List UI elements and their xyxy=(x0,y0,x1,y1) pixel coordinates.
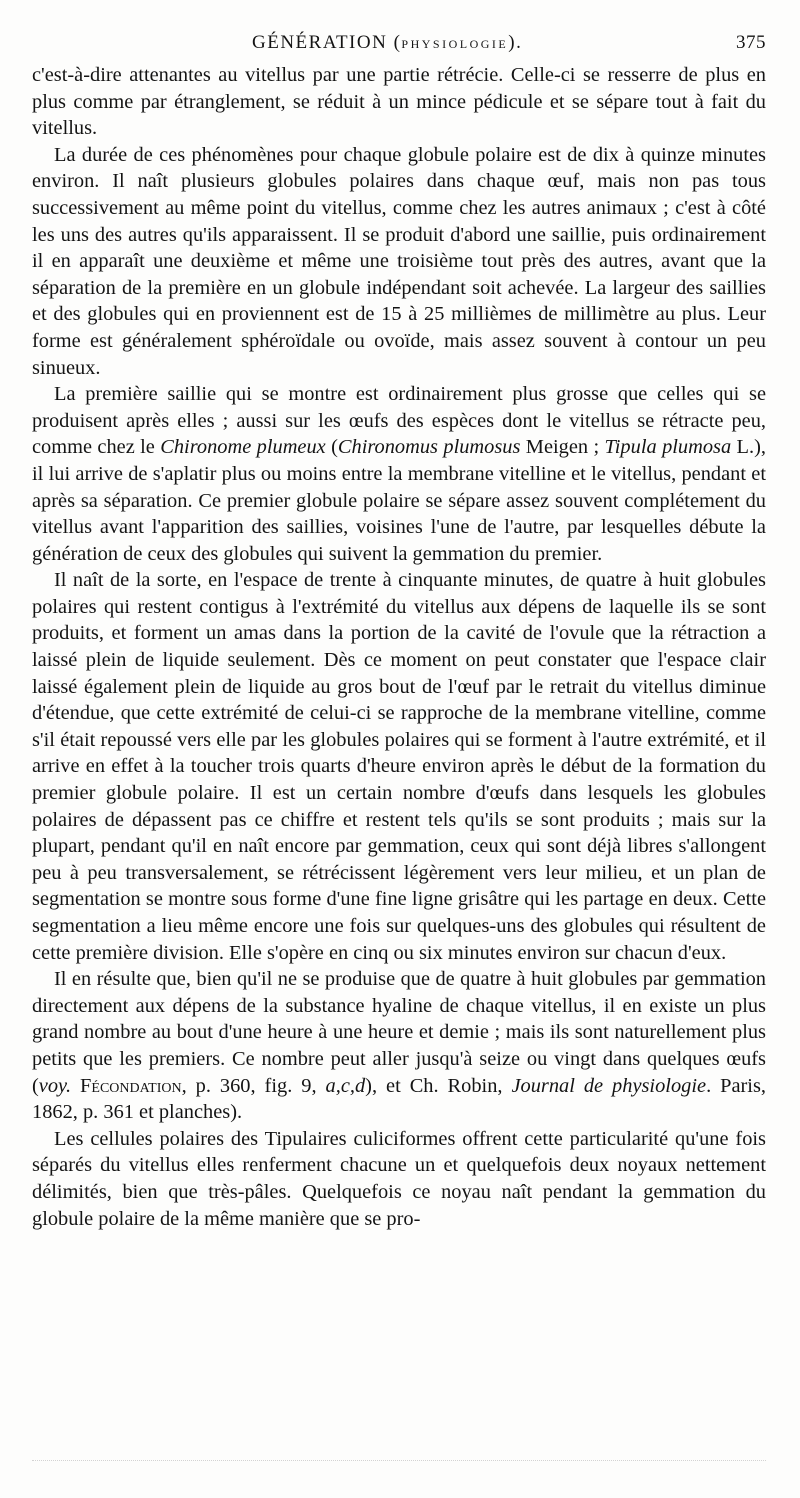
p3-italic-tipula: Tipula plumosa xyxy=(604,436,732,459)
p5-italic-figs: a,c,d xyxy=(325,1074,366,1097)
paragraph-1: c'est-à-dire attenantes au vitellus par une partie rétrécie. Celle-ci se resserre de plus en plus comme par étranglement, se réduit à un mince pédicule et se sépare tout à fait du vitellus. xyxy=(32,64,766,140)
paragraph-4: Il naît de la sorte, en l'espace de trente à cinquante minutes, de quatre à huit globules polaires qui restent contigus à l'extrémité du vitellus aux dépens de laquelle ils se sont produits, et forment un amas dans la portion de la cavité de l'ovule que la rétraction a laissé plein de liquide seulement. Dès ce moment on peut constater que l'espace clair laissé également plein de liquide au gros bout de l'œuf par le retrait du vitellus diminue d'étendue, que cette extrémité de celui-ci se rapproche de la membrane vitelline, comme s'il était repoussé vers elle par les globules polaires qui se forment à l'autre extrémité, et il arrive en effet à la toucher trois quarts d'heure environ après le début de la formation du premier globule polaire. Il est un certain nombre d'œufs dans lesquels les globules polaires de dépassent pas ce chiffre et restent tels qu'ils se sont produits ; mais sur la plupart, pendant qu'il en naît encore par gemmation, ceux qui sont déjà libres s'allongent peu à peu transversalement, se rétrécissent légèrement vers leur milieu, et un plan de segmentation se montre sous forme d'une fine ligne grisâtre qui les partage en deux. Cette segmentation a lieu même encore une fois sur quelques-uns des globules qui résultent de cette première division. Elle s'opère en cinq ou six minutes environ sur chacun d'eux. xyxy=(32,569,766,964)
paragraph-2: La durée de ces phénomènes pour chaque globule polaire est de dix à quinze minutes environ. Il naît plusieurs globules polaires dans chaque œuf, mais non pas tous successivement au même point du vitellus, comme chez les autres animaux ; c'est à côté les uns des autres qu'ils apparaissent. Il se produit d'abord une saillie, puis ordinairement il en apparaît une deuxième et même une troisième tout près des autres, avant que la séparation de la première en un globule indépendant soit achevée. La largeur des saillies et des globules qui en proviennent est de 15 à 25 millièmes de millimètre au plus. Leur forme est généralement sphéroïdale ou ovoïde, mais assez souvent à contour un peu sinueux. xyxy=(32,143,766,379)
paragraph-6: Les cellules polaires des Tipulaires culiciformes offrent cette particularité qu'une fois séparés du vitellus elles renferment chacune un et quelquefois deux noyaux nettement délimités, bien que très-pâles. Quelquefois ce noyau naît pendant la gemmation du globule polaire de la même manière que se pro- xyxy=(32,1127,766,1230)
running-header xyxy=(32,28,766,62)
p3-text-a: La première saillie qui se montre est ordinairement plus grosse que celles qui se produisent après elles ; aussi sur les œufs des espèces dont le vitellus se rétracte peu, comme chez le xyxy=(32,383,766,459)
header-subtitle: PHYSIOLOGIE xyxy=(401,37,509,51)
paragraph-3 xyxy=(32,381,766,567)
page-bottom-rule xyxy=(32,1460,766,1469)
paragraph-5 xyxy=(32,966,766,1126)
p5-italic-voy: voy. xyxy=(38,1074,72,1097)
body-text xyxy=(32,62,766,1232)
p3-text-b: ( xyxy=(325,436,338,459)
p3-italic-chironomus: Chironomus plumosus xyxy=(337,436,521,459)
p5-text-d: . Paris, 1862, p. 361 et planches). xyxy=(32,1074,766,1124)
p3-text-d: L.), il lui arrive de s'aplatir plus ou moins entre la membrane vitelline et le vitellus, pendant et après sa séparation. Ce premier globule polaire se sépare assez souvent complétement du vitellus avant l'apparition des saillies, voisines l'une de l'autre, par lesquelles débute la génération de ceux des globules qui suivent la gemmation du premier. xyxy=(32,436,766,565)
p5-text-a: Il en résulte que, bien qu'il ne se produise que de quatre à huit globules par gemmation directement aux dépens de la substance hyaline de chaque vitellus, il en existe un plus grand nombre au bout d'une heure à une heure et demie ; mais ils sont naturellement plus petits que les premiers. Ce nombre peut aller jusqu'à seize ou vingt dans quelques œufs ( xyxy=(32,968,766,1097)
header-title: GÉNÉRATION (PHYSIOLOGIE). xyxy=(252,32,523,53)
p3-text-c: Meigen ; xyxy=(520,436,605,459)
p5-text-c: ), et Ch. Robin, xyxy=(365,1074,512,1097)
header-title-text: GÉNÉRATION xyxy=(252,32,388,53)
book-page xyxy=(32,28,766,1232)
p5-italic-journal: Journal de physiologie xyxy=(511,1074,707,1097)
p5-smallcaps-fecondation: Fécondation xyxy=(80,1074,182,1097)
p5-text-b: , p. 360, fig. 9, xyxy=(181,1074,326,1097)
p3-italic-chironome: Chironome plumeux xyxy=(160,436,326,459)
page-number: 375 xyxy=(736,32,766,53)
